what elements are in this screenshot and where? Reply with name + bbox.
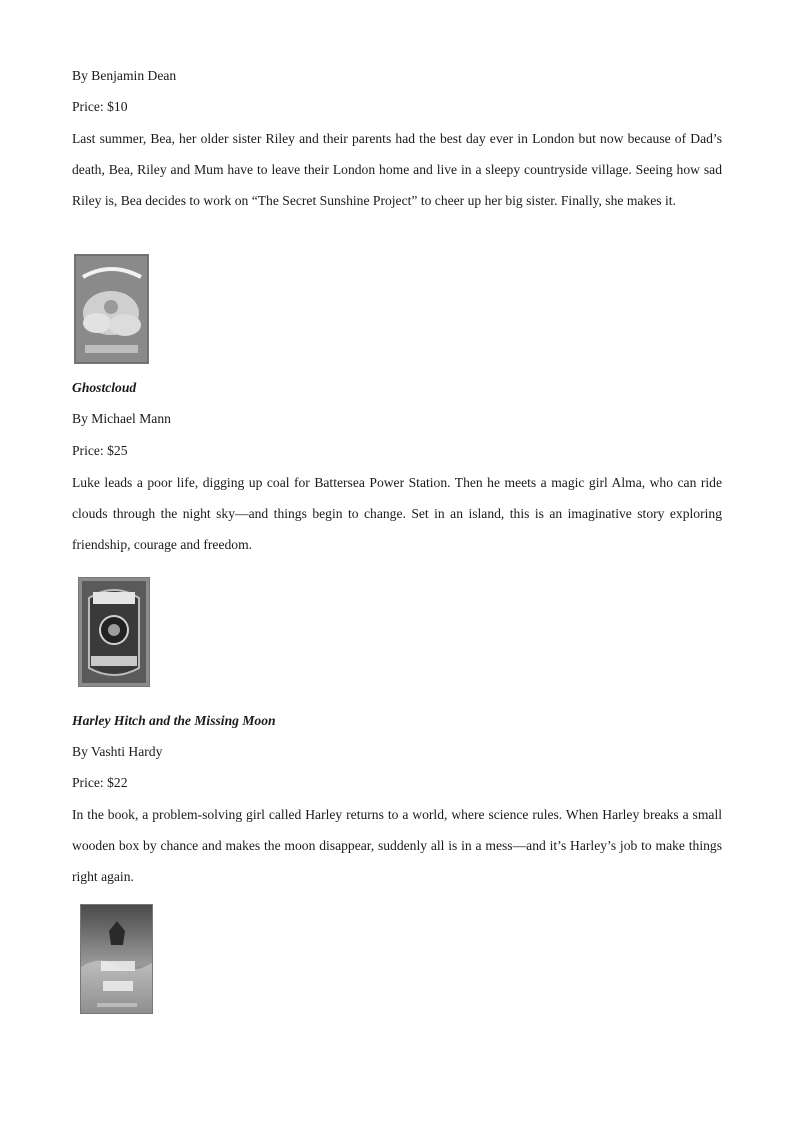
author-line: By Benjamin Dean: [72, 68, 177, 83]
book-title: Harley Hitch and the Missing Moon: [72, 713, 276, 728]
description-paragraph: Luke leads a poor life, digging up coal for Battersea Power Station. Then he meets a magic girl Alma, who can ride clouds through the night sky—and things begin to change. Set in an island, this is an imaginative story exploring friendship, courage and freedom.: [72, 475, 722, 552]
book-title: Ghostcloud: [72, 380, 137, 395]
dusk-to-dawn-cover-image: [81, 905, 152, 1013]
book-cover-image: [80, 904, 153, 1014]
author-line: By Vashti Hardy: [72, 744, 163, 759]
description-paragraph: In the book, a problem-solving girl called Harley returns to a world, where science rules. When Harley breaks a small wooden box by chance and makes the moon disappear, suddenly all is in a mess—and it’s Harley’s job to make things right again.: [72, 807, 722, 884]
price-line: Price: $22: [72, 775, 128, 790]
author-line: By Michael Mann: [72, 411, 171, 426]
description-paragraph: Last summer, Bea, her older sister Riley and their parents had the best day ever in London but now because of Dad’s death, Bea, Riley and Mum have to leave their London home and live in a sleepy countryside village. Seeing how sad Riley is, Bea decides to work on “The Secret Sunshine Project” to cheer up her big sister. Finally, she makes it.: [72, 131, 722, 208]
ghostcloud-cover-image: [75, 255, 148, 363]
book-cover-image: [78, 577, 150, 687]
harley-hitch-cover-image: [79, 578, 149, 686]
price-line: Price: $25: [72, 443, 128, 458]
price-line: Price: $10: [72, 99, 128, 114]
book-cover-image: [74, 254, 149, 364]
